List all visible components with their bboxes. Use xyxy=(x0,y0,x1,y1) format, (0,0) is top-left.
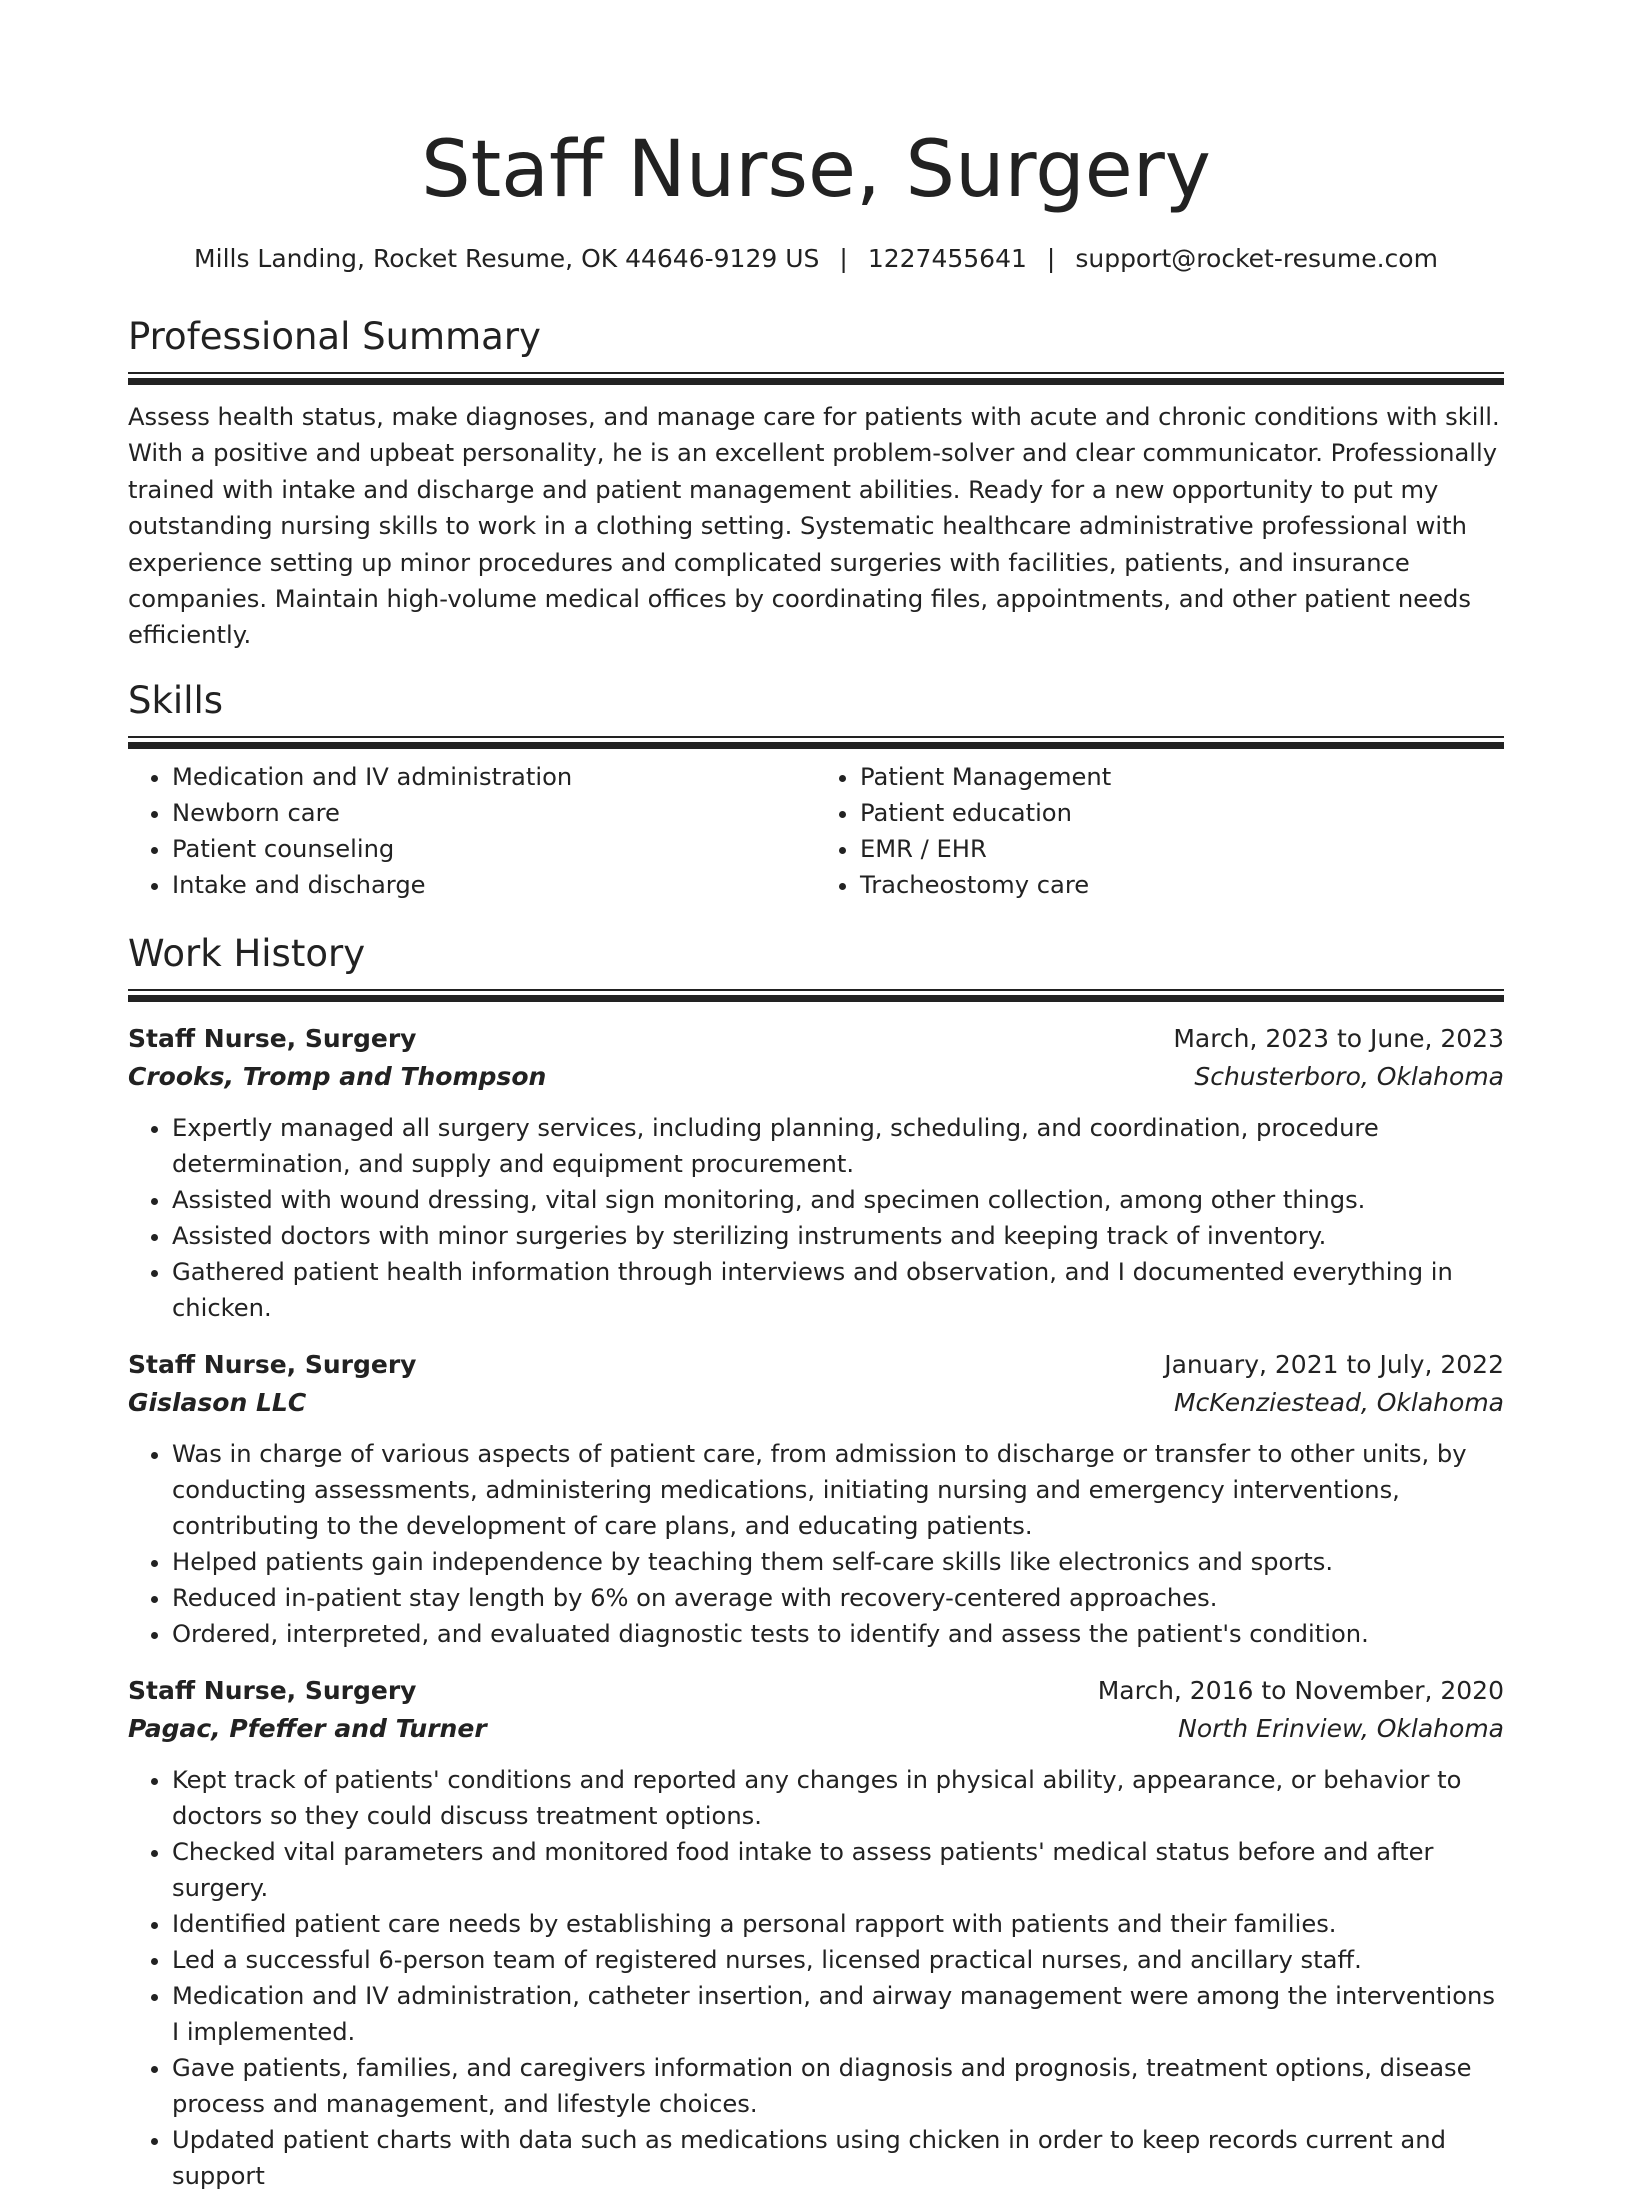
skill-item: • EMR / EHR xyxy=(860,831,1504,867)
skill-item: • Medication and IV administration xyxy=(172,759,816,795)
skills-column-left xyxy=(128,759,816,903)
job-bullet: • Expertly managed all surgery services, including planning, scheduling, and coordination, procedure determination, and supply and equipment procurement. xyxy=(172,1110,1504,1182)
contact-line xyxy=(128,242,1504,276)
work-history-section xyxy=(128,931,1504,2194)
job-bullet: • Assisted with wound dressing, vital sign monitoring, and specimen collection, among other things. xyxy=(172,1182,1504,1218)
job-title: Staff Nurse, Surgery xyxy=(128,1349,417,1379)
summary-section xyxy=(128,314,1504,654)
job-bullet: • Medication and IV administration, catheter insertion, and airway management were among the interventions I implemented. xyxy=(172,1978,1504,2050)
job-dates: March, 2016 to November, 2020 xyxy=(1097,1675,1504,1705)
skill-item: • Patient Management xyxy=(860,759,1504,795)
job-entry xyxy=(128,1672,1504,2194)
summary-text: Assess health status, make diagnoses, and manage care for patients with acute and chronic conditions with skill. With a positive and upbeat personality, he is an excellent problem-solver and clear communicator. Professionally trained with intake and discharge and patient management abilities. Ready for a new opportunity to put my outstanding nursing skills to work in a clothing setting. Systematic healthcare administrative professional with experience setting up minor procedures and complicated surgeries with facilities, patients, and insurance companies. Maintain high-volume medical offices by coordinating files, appointments, and other patient needs efficiently. xyxy=(128,403,1500,650)
contact-separator: | xyxy=(1046,244,1056,273)
job-location: McKenziestead, Oklahoma xyxy=(1173,1387,1504,1417)
job-bullet: • Helped patients gain independence by teaching them self-care skills like electronics and sports. xyxy=(172,1544,1504,1580)
job-bullet: • Reduced in-patient stay length by 6% on average with recovery-centered approaches. xyxy=(172,1580,1504,1616)
job-bullet: • Was in charge of various aspects of patient care, from admission to discharge or transfer to other units, by conducting assessments, administering medications, initiating nursing and emergency interventions, contributing to the development of care plans, and educating patients. xyxy=(172,1436,1504,1544)
section-title-summary: Professional Summary xyxy=(128,315,541,358)
job-company: Pagac, Pfeffer and Turner xyxy=(128,1713,487,1743)
section-title-work-history: Work History xyxy=(128,931,366,975)
job-bullet: • Kept track of patients' conditions and reported any changes in physical ability, appearance, or behavior to doctors so they could discuss treatment options. xyxy=(172,1762,1504,1834)
job-bullet: • Ordered, interpreted, and evaluated diagnostic tests to identify and assess the patient's condition. xyxy=(172,1616,1504,1652)
contact-separator: | xyxy=(839,244,848,273)
section-title-skills: Skills xyxy=(128,678,224,722)
skills-column-right xyxy=(816,759,1504,903)
job-bullet: • Updated patient charts with data such as medications using chicken in order to keep records current and support xyxy=(172,2122,1504,2194)
job-entry xyxy=(128,1020,1504,1326)
job-bullet: • Led a successful 6-person team of registered nurses, licensed practical nurses, and ancillary staff. xyxy=(172,1942,1504,1978)
skills-list xyxy=(128,759,1504,903)
section-divider xyxy=(128,372,1504,385)
skill-item: • Patient counseling xyxy=(172,831,816,867)
job-title: Staff Nurse, Surgery xyxy=(128,1675,417,1705)
job-dates: January, 2021 to July, 2022 xyxy=(1164,1349,1504,1379)
job-company: Gislason LLC xyxy=(128,1387,307,1417)
contact-address: Mills Landing, Rocket Resume, OK 44646-9129 US xyxy=(194,244,820,273)
section-divider xyxy=(128,736,1504,749)
contact-phone: 1227455641 xyxy=(867,244,1027,273)
skills-section xyxy=(128,678,1504,903)
job-title: Staff Nurse, Surgery xyxy=(128,1023,417,1053)
job-bullet: • Identified patient care needs by establishing a personal rapport with patients and their families. xyxy=(172,1906,1504,1942)
contact-email: support@rocket-resume.com xyxy=(1075,244,1438,273)
resume-name: Staff Nurse, Surgery xyxy=(421,125,1211,215)
skill-item: • Tracheostomy care xyxy=(860,867,1504,903)
job-company: Crooks, Tromp and Thompson xyxy=(128,1061,547,1091)
job-bullet: • Gathered patient health information through interviews and observation, and I documented everything in chicken. xyxy=(172,1254,1504,1326)
job-entry xyxy=(128,1346,1504,1652)
job-bullets xyxy=(128,1110,1504,1326)
resume-page xyxy=(128,0,1504,2194)
job-bullets xyxy=(128,1436,1504,1652)
skill-item: • Patient education xyxy=(860,795,1504,831)
job-location: Schusterboro, Oklahoma xyxy=(1194,1061,1504,1091)
job-location: North Erinview, Oklahoma xyxy=(1178,1713,1504,1743)
job-bullet: • Assisted doctors with minor surgeries by sterilizing instruments and keeping track of inventory. xyxy=(172,1218,1504,1254)
skill-item: • Newborn care xyxy=(172,795,816,831)
section-divider xyxy=(128,989,1504,1002)
job-bullet: • Gave patients, families, and caregivers information on diagnosis and prognosis, treatment options, disease process and management, and lifestyle choices. xyxy=(172,2050,1504,2122)
job-bullets xyxy=(128,1762,1504,2194)
job-dates: March, 2023 to June, 2023 xyxy=(1173,1023,1504,1053)
skill-item: • Intake and discharge xyxy=(172,867,816,903)
job-bullet: • Checked vital parameters and monitored food intake to assess patients' medical status before and after surgery. xyxy=(172,1834,1504,1906)
